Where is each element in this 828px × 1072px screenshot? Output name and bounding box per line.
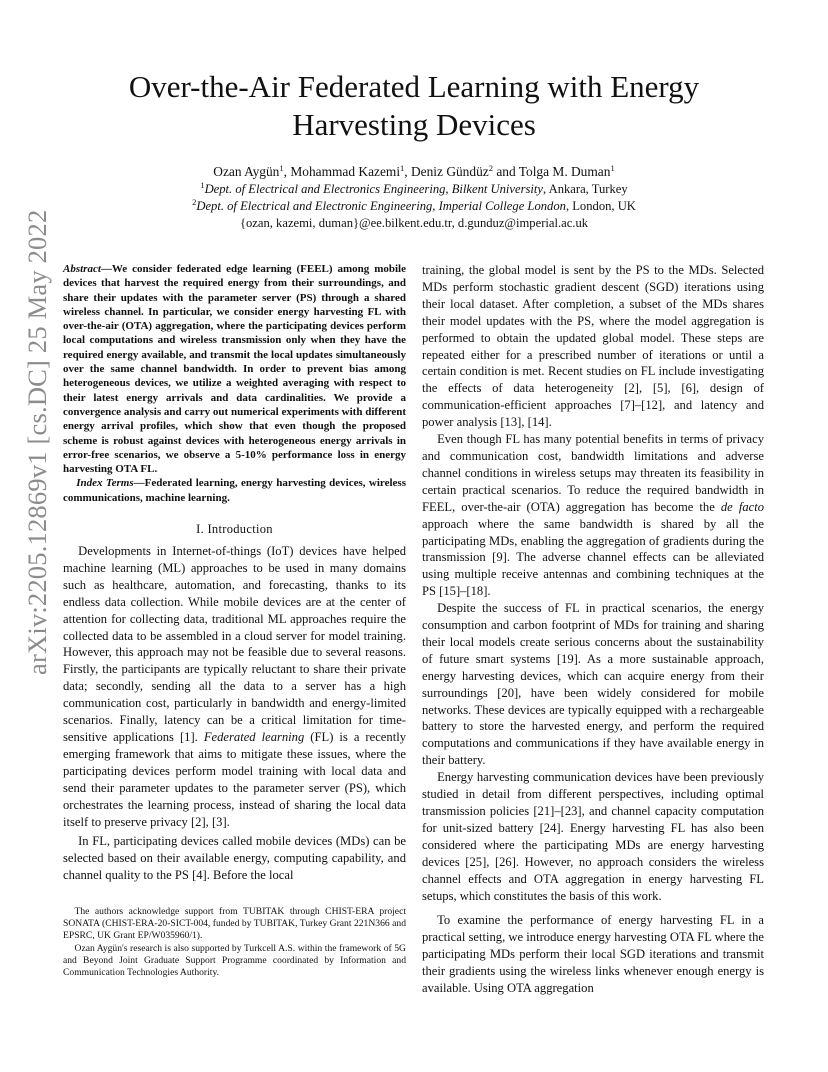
- body-paragraph: training, the global model is sent by the PS to the MDs. Selected MDs perform stochastic gradient descent (SGD) iterations using their local dataset. After completion, a subset of the MDs shares their model updates with the PS, where the model aggregation is performed to obtain the updated global model. These steps are repeated either for a prescribed number of iterations or until a certain condition is met. Recent studies on FL include investigating the effects of data heterogeneity [2], [5], [6], design of communication-efficient approaches [7]–[12], and latency and power analysis [13], [14].: [422, 263, 764, 430]
- body-paragraph: [63, 543, 406, 830]
- index-terms: [63, 476, 406, 505]
- body-paragraph: Energy harvesting communication devices have been previously studied in detail from different perspectives, including optimal transmission policies [21]–[23], and channel capacity computation for unit-sized battery [24]. Energy harvesting FL has also been considered where the participating MDs are energy harvesting devices [25], [26]. However, no approach considers the wireless channel effects and OTA aggregation in energy harvesting FL setups, which constitutes the basis of this work.: [422, 770, 764, 903]
- footnote-acknowledgment: The authors acknowledge support from TUBITAK through CHIST-ERA project SONATA (CHIST-ERA-20-SICT-004, funded by TUBITAK, Turkey Grant 221N366 and EPSRC, UK Grant EP/W035960/1).: [63, 906, 406, 942]
- left-column: [63, 262, 406, 884]
- author-emails: {ozan, kazemi, duman}@ee.bilkent.edu.tr, d.gunduz@imperial.ac.uk: [239, 216, 589, 230]
- paragraph-text: approach where the same bandwidth is shared by all the participating MDs, enabling the aggregation of gradients during the transmission [9]. The adverse channel effects can be alleviated using multiple receive antennas and combining techniques at the PS [15]–[18].: [422, 516, 764, 599]
- paragraph-text: Even though FL has many potential benefits in terms of privacy and communication cost, bandwidth limitations and adverse channel conditions in wireless setups may threaten its feasibility in certain practical scenarios. To reduce the required bandwidth in FEEL, over-the-air (OTA) aggregation has become the: [422, 432, 764, 514]
- author-affil-mark: 1: [610, 163, 615, 173]
- author-name: Deniz Gündüz: [411, 164, 489, 179]
- emphasized-term: Federated learning: [203, 730, 305, 745]
- index-terms-label: Index Terms: [76, 477, 134, 490]
- affiliation-place: , Ankara, Turkey: [543, 182, 628, 196]
- section-heading-introduction: I. Introduction: [196, 522, 273, 537]
- body-paragraph: To examine the performance of energy harvesting FL in a practical setting, we introduce energy harvesting OTA FL where the participating MDs perform their local SGD iterations and transmit their gradients using the wireless links whenever enough energy is available. Using OTA aggregation: [422, 913, 764, 996]
- abstract-text: —We consider federated edge learning (FEEL) among mobile devices that harvest the required energy from their surroundings, and share their updates with the parameter server (PS) through a shared wireless channel. In particular, we consider energy harvesting FL with over-the-air (OTA) aggregation, where the participating devices perform local computations and wireless transmission only when they have the required energy available, and transmit the local updates simultaneously over the same channel bandwidth. In order to prevent bias among heterogeneous devices, we utilize a weighted averaging with respect to their latest energy arrivals and data cardinalities. We provide a convergence analysis and carry out numerical experiments with different energy arrival profiles, which show that even though the proposed scheme is robust against devices with heterogeneous energy arrivals in error-free scenarios, we observe a 5-10% performance loss in energy harvesting OTA FL.: [63, 263, 406, 476]
- paper-title: Over-the-Air Federated Learning with Energy Harvesting Devices: [128, 69, 700, 142]
- author-name: Tolga M. Duman: [518, 164, 611, 179]
- right-column: [422, 262, 764, 997]
- arxiv-identifier: arXiv:2205.12869v1 [cs.DC] 25 May 2022: [22, 209, 52, 675]
- affiliation-1: [60, 181, 768, 198]
- author-affil-mark: 1: [279, 163, 284, 173]
- affiliation-mark: 1: [200, 180, 205, 190]
- author-affil-mark: 2: [488, 163, 493, 173]
- affiliation-dept: Dept. of Electrical and Electronic Engineering, Imperial College London: [196, 199, 566, 213]
- affiliation-2: [60, 198, 768, 215]
- emphasized-term: de facto: [720, 499, 765, 514]
- footnote-support: Ozan Aygün's research is also supported by Turkcell A.S. within the framework of 5G and Beyond Joint Graduate Support Programme coordinated by Information and Communication Technologies Authority.: [63, 942, 406, 979]
- author-name: Mohammad Kazemi: [290, 164, 401, 179]
- abstract: [63, 262, 406, 476]
- body-paragraph: Despite the success of FL in practical scenarios, the energy consumption and carbon footprint of MDs for training and sharing their local models create serious concerns about the sustainability of future smart systems [19]. As a more sustainable approach, energy harvesting devices, which can acquire energy from their surroundings [20], have been widely considered for mobile networks. These devices are typically equipped with a rechargeable battery to store the harvested energy, and perform the required computations and communications if they have available energy in their battery.: [422, 601, 764, 768]
- author-affil-mark: 1: [400, 163, 405, 173]
- affiliation-place: , London, UK: [565, 199, 636, 213]
- author-list: Ozan Aygün$^1$, Mohammad Kazemi$^1$, Deniz Gündüz$^2$ and Tolga M. Duman$^1$: [213, 163, 615, 179]
- body-paragraph: [422, 431, 764, 600]
- index-terms-text: —Federated learning, energy harvesting devices, wireless communications, machine learning.: [63, 477, 406, 504]
- author-name: Ozan Aygün: [213, 164, 280, 179]
- affiliation-mark: 2: [192, 197, 197, 207]
- body-paragraph: In FL, participating devices called mobile devices (MDs) can be selected based on their available energy, computing capability, and channel quality to the PS [4]. Before the local: [63, 834, 406, 883]
- abstract-label: Abstract: [63, 263, 101, 275]
- footnotes: [63, 906, 406, 979]
- paragraph-text: Developments in Internet-of-things (IoT) devices have helped machine learning (ML) approaches to be used in many domains such as healthcare, automation, and forecasting, thanks to its endless data collection. While mobile devices are at the center of attention for collecting data, traditional ML approaches require the collected data to be assembled in a cloud server for model training. However, this approach may not be feasible due to several reasons. Firstly, the participants are typically reluctant to share their private data; secondly, sending all the data to a server has a high communication cost, particularly in bandwidth and energy-limited scenarios. Finally, latency can be a critical limitation for time-sensitive applications [1].: [63, 544, 406, 745]
- paragraph-text: (FL) is a recently emerging framework that aims to mitigate these issues, where the participating devices perform model training with local data and send their parameter updates to the parameter server (PS), which orchestrates the learning process, instead of sharing the local data itself to preserve privacy [2], [3].: [63, 730, 406, 829]
- affiliation-dept: Dept. of Electrical and Electronics Engineering, Bilkent University: [204, 182, 543, 196]
